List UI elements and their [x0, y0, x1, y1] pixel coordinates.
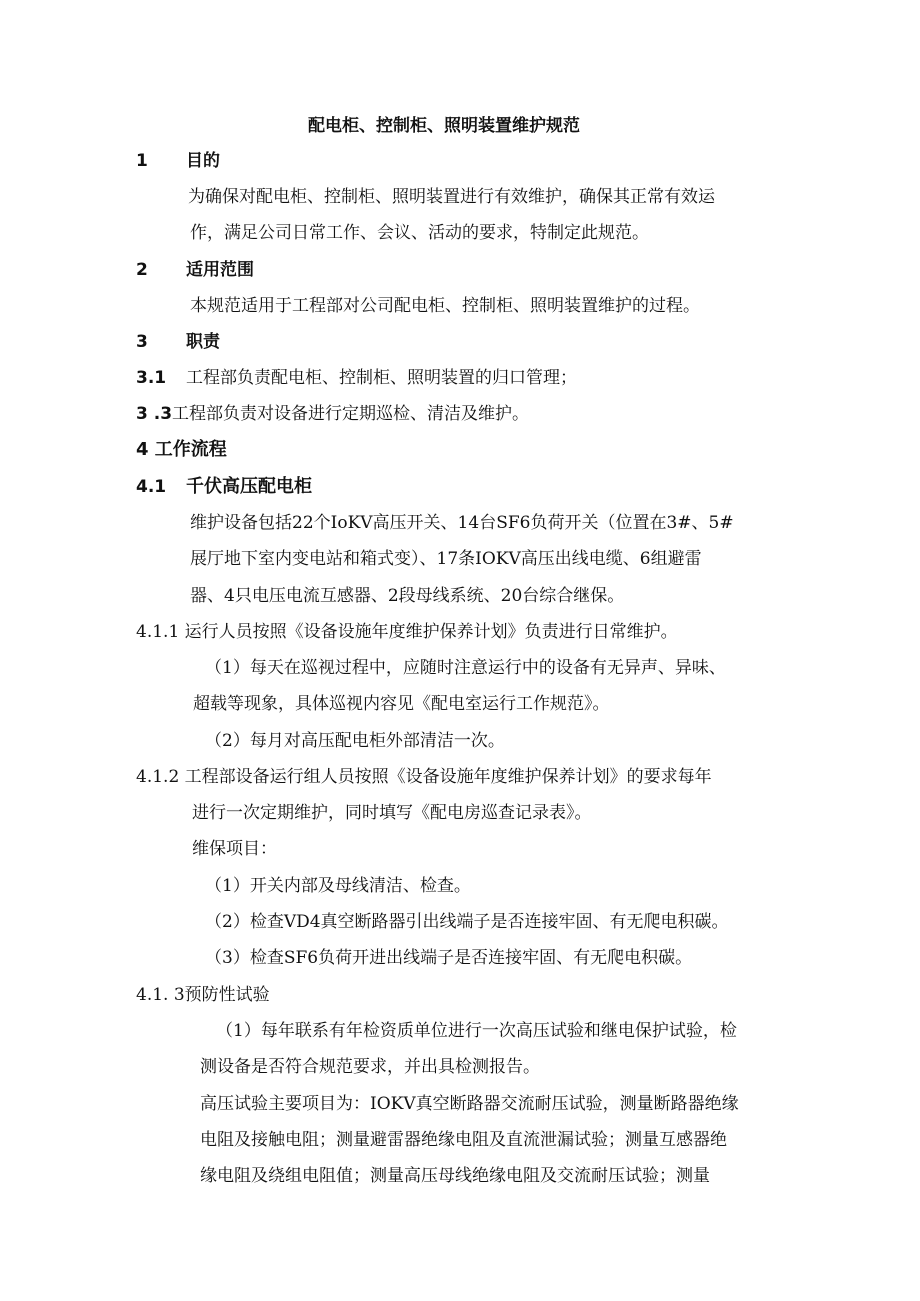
- clause-label: 维保项目：: [192, 839, 277, 859]
- paragraph-line: 为确保对配电柜、控制柜、照明装置进行有效维护，确保其正常有效运: [188, 187, 715, 207]
- section-heading: 职责: [186, 332, 220, 352]
- section-number: 1: [136, 151, 148, 171]
- clause-item: 超载等现象，具体巡视内容见《配电室运行工作规范》。: [193, 694, 610, 714]
- paragraph-line: [136, 403, 529, 425]
- paragraph-line: 高压试验主要项目为：IOKV真空断路器交流耐压试验，测量断路器绝缘: [200, 1094, 739, 1114]
- clause-line: 进行一次定期维护，同时填写《配电房巡查记录表》。: [192, 803, 592, 823]
- paragraph-line: 缘电阻及绕组电阻值；测量高压母线绝缘电阻及交流耐压试验；测量: [200, 1166, 710, 1186]
- clause-item: （1）开关内部及母线清洁、检查。: [205, 876, 471, 896]
- clause-line: 4.1. 3预防性试验: [136, 985, 270, 1005]
- paragraph-line: 工程部负责配电柜、控制柜、照明装置的归口管理；: [186, 368, 577, 388]
- section-heading: 适用范围: [186, 260, 254, 280]
- page-title: 配电柜、控制柜、照明装置维护规范: [308, 116, 580, 136]
- subsection-number: 4.1: [136, 477, 167, 497]
- subsection-number: 3 .3: [136, 404, 173, 424]
- clause-item: （2）每月对高压配电柜外部清洁一次。: [205, 731, 505, 751]
- paragraph-text: 工程部负责对设备进行定期巡检、清洁及维护。: [172, 404, 530, 424]
- section-heading: 目的: [186, 151, 220, 171]
- section-number: 3: [136, 332, 148, 352]
- clause-item: （1）每天在巡视过程中，应随时注意运行中的设备有无异声、异味、: [205, 658, 726, 678]
- paragraph-line: 展厅地下室内变电站和箱式变）、17条IOKV高压出线电缆、6组避雷: [190, 549, 702, 569]
- section-heading: 4 工作流程: [136, 439, 227, 460]
- section-number: 2: [136, 260, 148, 280]
- paragraph-line: 本规范适用于工程部对公司配电柜、控制柜、照明装置维护的过程。: [190, 296, 700, 316]
- paragraph-line: 器、4只电压电流互感器、2段母线系统、20台综合继保。: [190, 586, 625, 606]
- clause-line: 4.1.1 运行人员按照《设备设施年度维护保养计划》负责进行日常维护。: [136, 622, 678, 642]
- paragraph-line: 维护设备包括22个IoKV高压开关、14台SF6负荷开关（位置在3#、5#: [190, 513, 734, 533]
- subsection-number: 3.1: [136, 368, 167, 388]
- paragraph-line: 作，满足公司日常工作、会议、活动的要求，特制定此规范。: [190, 223, 649, 243]
- clause-item: （2）检查VD4真空断路器引出线端子是否连接牢固、有无爬电积碳。: [205, 912, 729, 932]
- clause-item: （3）检查SF6负荷开进出线端子是否连接牢固、有无爬电积碳。: [205, 948, 693, 968]
- clause-line: 4.1.2 工程部设备运行组人员按照《设备设施年度维护保养计划》的要求每年: [136, 767, 712, 787]
- paragraph-line: 电阻及接触电阻；测量避雷器绝缘电阻及直流泄漏试验；测量互感器绝: [200, 1130, 727, 1150]
- clause-item: （1）每年联系有年检资质单位进行一次高压试验和继电保护试验，检: [216, 1021, 737, 1041]
- subsection-heading: 千伏高压配电柜: [186, 476, 312, 497]
- clause-item: 测设备是否符合规范要求，并出具检测报告。: [200, 1057, 540, 1077]
